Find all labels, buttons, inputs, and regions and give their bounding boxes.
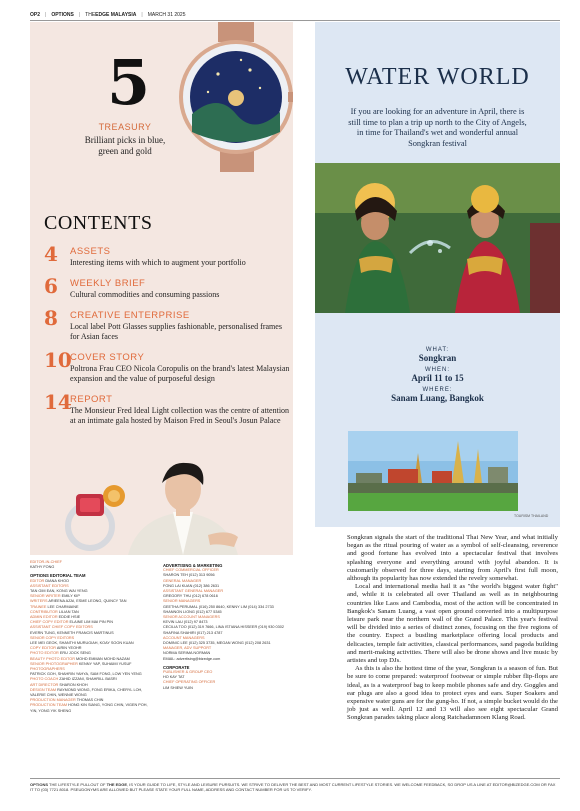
table-of-contents [44, 244, 290, 434]
when-label: WHEN: [425, 367, 450, 373]
event-details [315, 345, 560, 407]
toc-title: COVER STORY [70, 352, 145, 363]
what-value: Songkran [418, 353, 457, 363]
toc-title: REPORT [70, 394, 113, 405]
page-number: OP2 [30, 11, 41, 18]
footer-note: OPTIONS THE LIFESTYLE PULLOUT OF THE EDGE, IS YOUR GUIDE TO LIFE, STYLE AND LEISURE PURSUITS. WE STRIVE TO DELIVER THE BEST AND MOST CURRENT LIFESTYLE STORIES. WE WELCOME FEEDBACK, SO DROP US A LINE AT EDITOR@BIZEDGE.COM OR FAX IT TO (03) 7721 8018. PSEUDONYMS ARE ALLOWED BUT PLEASE STATE YOUR FULL NAME, ADDRESS AND CONTACT NUMBER FOR US TO VERIFY. [30, 778, 560, 793]
article-body [347, 534, 558, 723]
songkran-festival-image [315, 163, 560, 313]
treasury-title: TREASURY [98, 122, 152, 132]
toc-item-assets[interactable] [44, 244, 290, 268]
where-value: Sanam Luang, Bangkok [391, 393, 484, 403]
toc-page-number: 10 [44, 348, 72, 372]
toc-desc: Interesting items with which to augment your portfolio [70, 258, 246, 267]
issue-date: MARCH 31 2025 [147, 11, 186, 18]
article-paragraph: Songkran signals the start of the traditional Thai New Year, and what initially began as the ritual pouring of water as a symbol of self-cleansing, reverence and good fortune has evolved into a spectacular festival that involves splashing everyone and everything around with joyful abandon. It is customarily observed for three days, starting from April's first full moon, although its popularity has now extended the revelry somewhat. [347, 534, 558, 583]
toc-desc: Poltrona Frau CEO Nicola Coropulis on the brand's latest Malaysian expansion and the value of purposeful design [70, 364, 290, 383]
toc-desc: Cultural commodities and consuming passions [70, 290, 220, 299]
article-title: WATER WORLD [345, 64, 530, 90]
where-label: WHERE: [422, 387, 453, 393]
publication-name: THEEDGE MALAYSIA [85, 11, 137, 18]
page-header: OP2 | OPTIONS | THEEDGE MALAYSIA | MARCH 31 2025 [30, 9, 560, 21]
toc-title: WEEKLY BRIEF [70, 278, 146, 289]
toc-title: CREATIVE ENTERPRISE [70, 310, 190, 321]
grand-palace-image [348, 431, 518, 511]
contents-panel [30, 22, 293, 555]
treasury-page-number: 5 [107, 46, 151, 119]
toc-page-number: 14 [44, 390, 72, 414]
article-paragraph: As this is also the hottest time of the year, Songkran is a season of fun. But be sure to come prepared: waterproof footwear or simple rubber flip-flops are ideal, as is a waterproof bag to keep mobile phones safe and dry. Goggles and ear plugs are also a good idea to protect eyes and ears. Super Soakers and expensive water guns are for the gung-ho. If not, a simple bucket would do the job just as well. April 12 and 13 will also see eight spectacular Grand Songkran parades taking place along Ratchadamnoen Klang Road. [347, 665, 558, 722]
what-label: WHAT: [425, 347, 450, 353]
toc-page-number: 6 [44, 274, 58, 298]
photo-credit: TOURISM THAILAND [514, 514, 549, 518]
toc-item-weekly-brief[interactable] [44, 276, 290, 300]
toc-item-cover-story[interactable] [44, 350, 290, 384]
treasury-teaser[interactable] [75, 122, 175, 157]
article-lede: If you are looking for an adventure in April, there is still time to plan a trip up north to the City of Angels, in time for Thailand's wet and wonderful annual Songkran festival [348, 107, 527, 148]
section-name: OPTIONS [51, 11, 74, 18]
toc-desc: Local label Pott Glasses supplies fashionable, personalised frames for Asian faces [70, 322, 282, 341]
when-value: April 11 to 15 [411, 373, 464, 383]
masthead-column-editorial: EDITOR-IN-CHIEF KATHY FONG OPTIONS EDITORIAL TEAM EDITOR DIANA KHOO ASSISTANT EDITORS TAN GIM EAN, KONG WAI YENG SENIOR WRITER EMILY KIP WRITERS ARIEENA AZAI, ESME LEONG, QUINCY TAN TRAINEE LEE CHARMAINE CONTRIBUTOR LILIAN TAN ADMIN EDITOR EDDIE HSIE CHIEF COPY EDITOR ELAINE LIM MAI PIN PIN ASSISTANT CHIEF COPY EDITORS EVERN TUNG, KENNETH FRANCIS MARTINUS SENIOR COPY EDITORS LEE MEI GEOK, SHANTHI MURUGIAH, KOAY SOON KUAN COPY EDITOR AIRIN YEOHR PHOTO EDITOR ERU JOCK SENG BEAUTY PHOTO EDITOR MOHD EMMAN MOHD NAZAM SENIOR PHOTOGRAPHER KENNY YAP, SUHAIMI YUSUF PHOTOGRAPHERS PATRICK GOH, SHAHRIN YAHYA, SAM FONG, LOW YEN YENG PHOTO COACH ZAHID IZZANI, SHAHRILL BASRI ART DIRECTOR SHARON KHOH DESIGN TEAM RAYMOND WONG, FONG ERIKA, CHERYL LOH, VALERIE CHIN, WENNIE WONG PRODUCTION MANAGER THOMAS CHIN PRODUCTION TEAM HONG KIN SIANG, YONG CHIN, VIGEN POH, YIN, YONG YIK SHENG [30, 560, 148, 713]
masthead-column-advertising: ADVERTISING & MARKETING CHIEF COMMERCIAL OFFICER SHARON TEH (012) 313 9056 GENERAL MANAGER FONG LAI KUAN (012) 386 2631 ASSISTANT GENERAL MANAGER GREGORY THU (012) 678 0616 SENIOR MANAGERS GEETHA PERUMAL (016) 250 8640, KENNY LIM (014) 334 2733 SHANNON LIONG (012) 677 5345 SENIOR ACCOUNT MANAGERS KEVIN LAU (012) 97 8473 CECILIA TOO (012) 319 7666, LINA ISTIANA HISSEER (019) 930 0302 SHAFINA SHAHIRI (017) 213 4787 ACCOUNT MANAGERS DOMINIC LEE (012) 325 3735, MEGAN WONG (012) 208 2631 MANAGER, ADV SUPPORT NORMA SERIMA NORMAN EMAIL: advertising@bizedge.com CORPORATE PUBLISHER & GROUP CEO HO KAY TAT CHIEF OPERATING OFFICER LIM SHIEW YUIN [163, 563, 285, 690]
masthead-staff-list [30, 560, 293, 776]
toc-page-number: 4 [44, 242, 58, 266]
toc-desc: The Monsieur Fred Ideal Light collection was the centre of attention at an intimate gala hosted by Maison Fred in Seoul's Josun Palace [70, 406, 290, 425]
toc-item-creative-enterprise[interactable] [44, 308, 290, 342]
toc-item-report[interactable] [44, 392, 290, 426]
watch-image [178, 22, 293, 172]
treasury-desc: Brilliant picks in blue, green and gold [84, 135, 166, 156]
toc-title: ASSETS [70, 246, 111, 257]
toc-page-number: 8 [44, 306, 58, 330]
article-paragraph: Local and international media hail it as "the world's biggest water fight" and, while it is celebrated all over Thailand as well as in neighbouring countries like Laos and Cambodia, most of the action will be concentrated in Bangkok's Sanam Luang, a vast open ground converted into a multipurpose leisure park near the northern wall of the Grand Palace. This year's festival will be divided into a series of distinct zones, focusing on the five regions of the country. Expect a bustling marketplace offering local products and delicacies, temple fair activities, classical performances, sand pagoda building and merit-making activities. There will also be drone shows and live music by artistes and top DJs. [347, 583, 558, 665]
contents-heading: CONTENTS [44, 212, 153, 234]
ring-image [58, 480, 130, 552]
